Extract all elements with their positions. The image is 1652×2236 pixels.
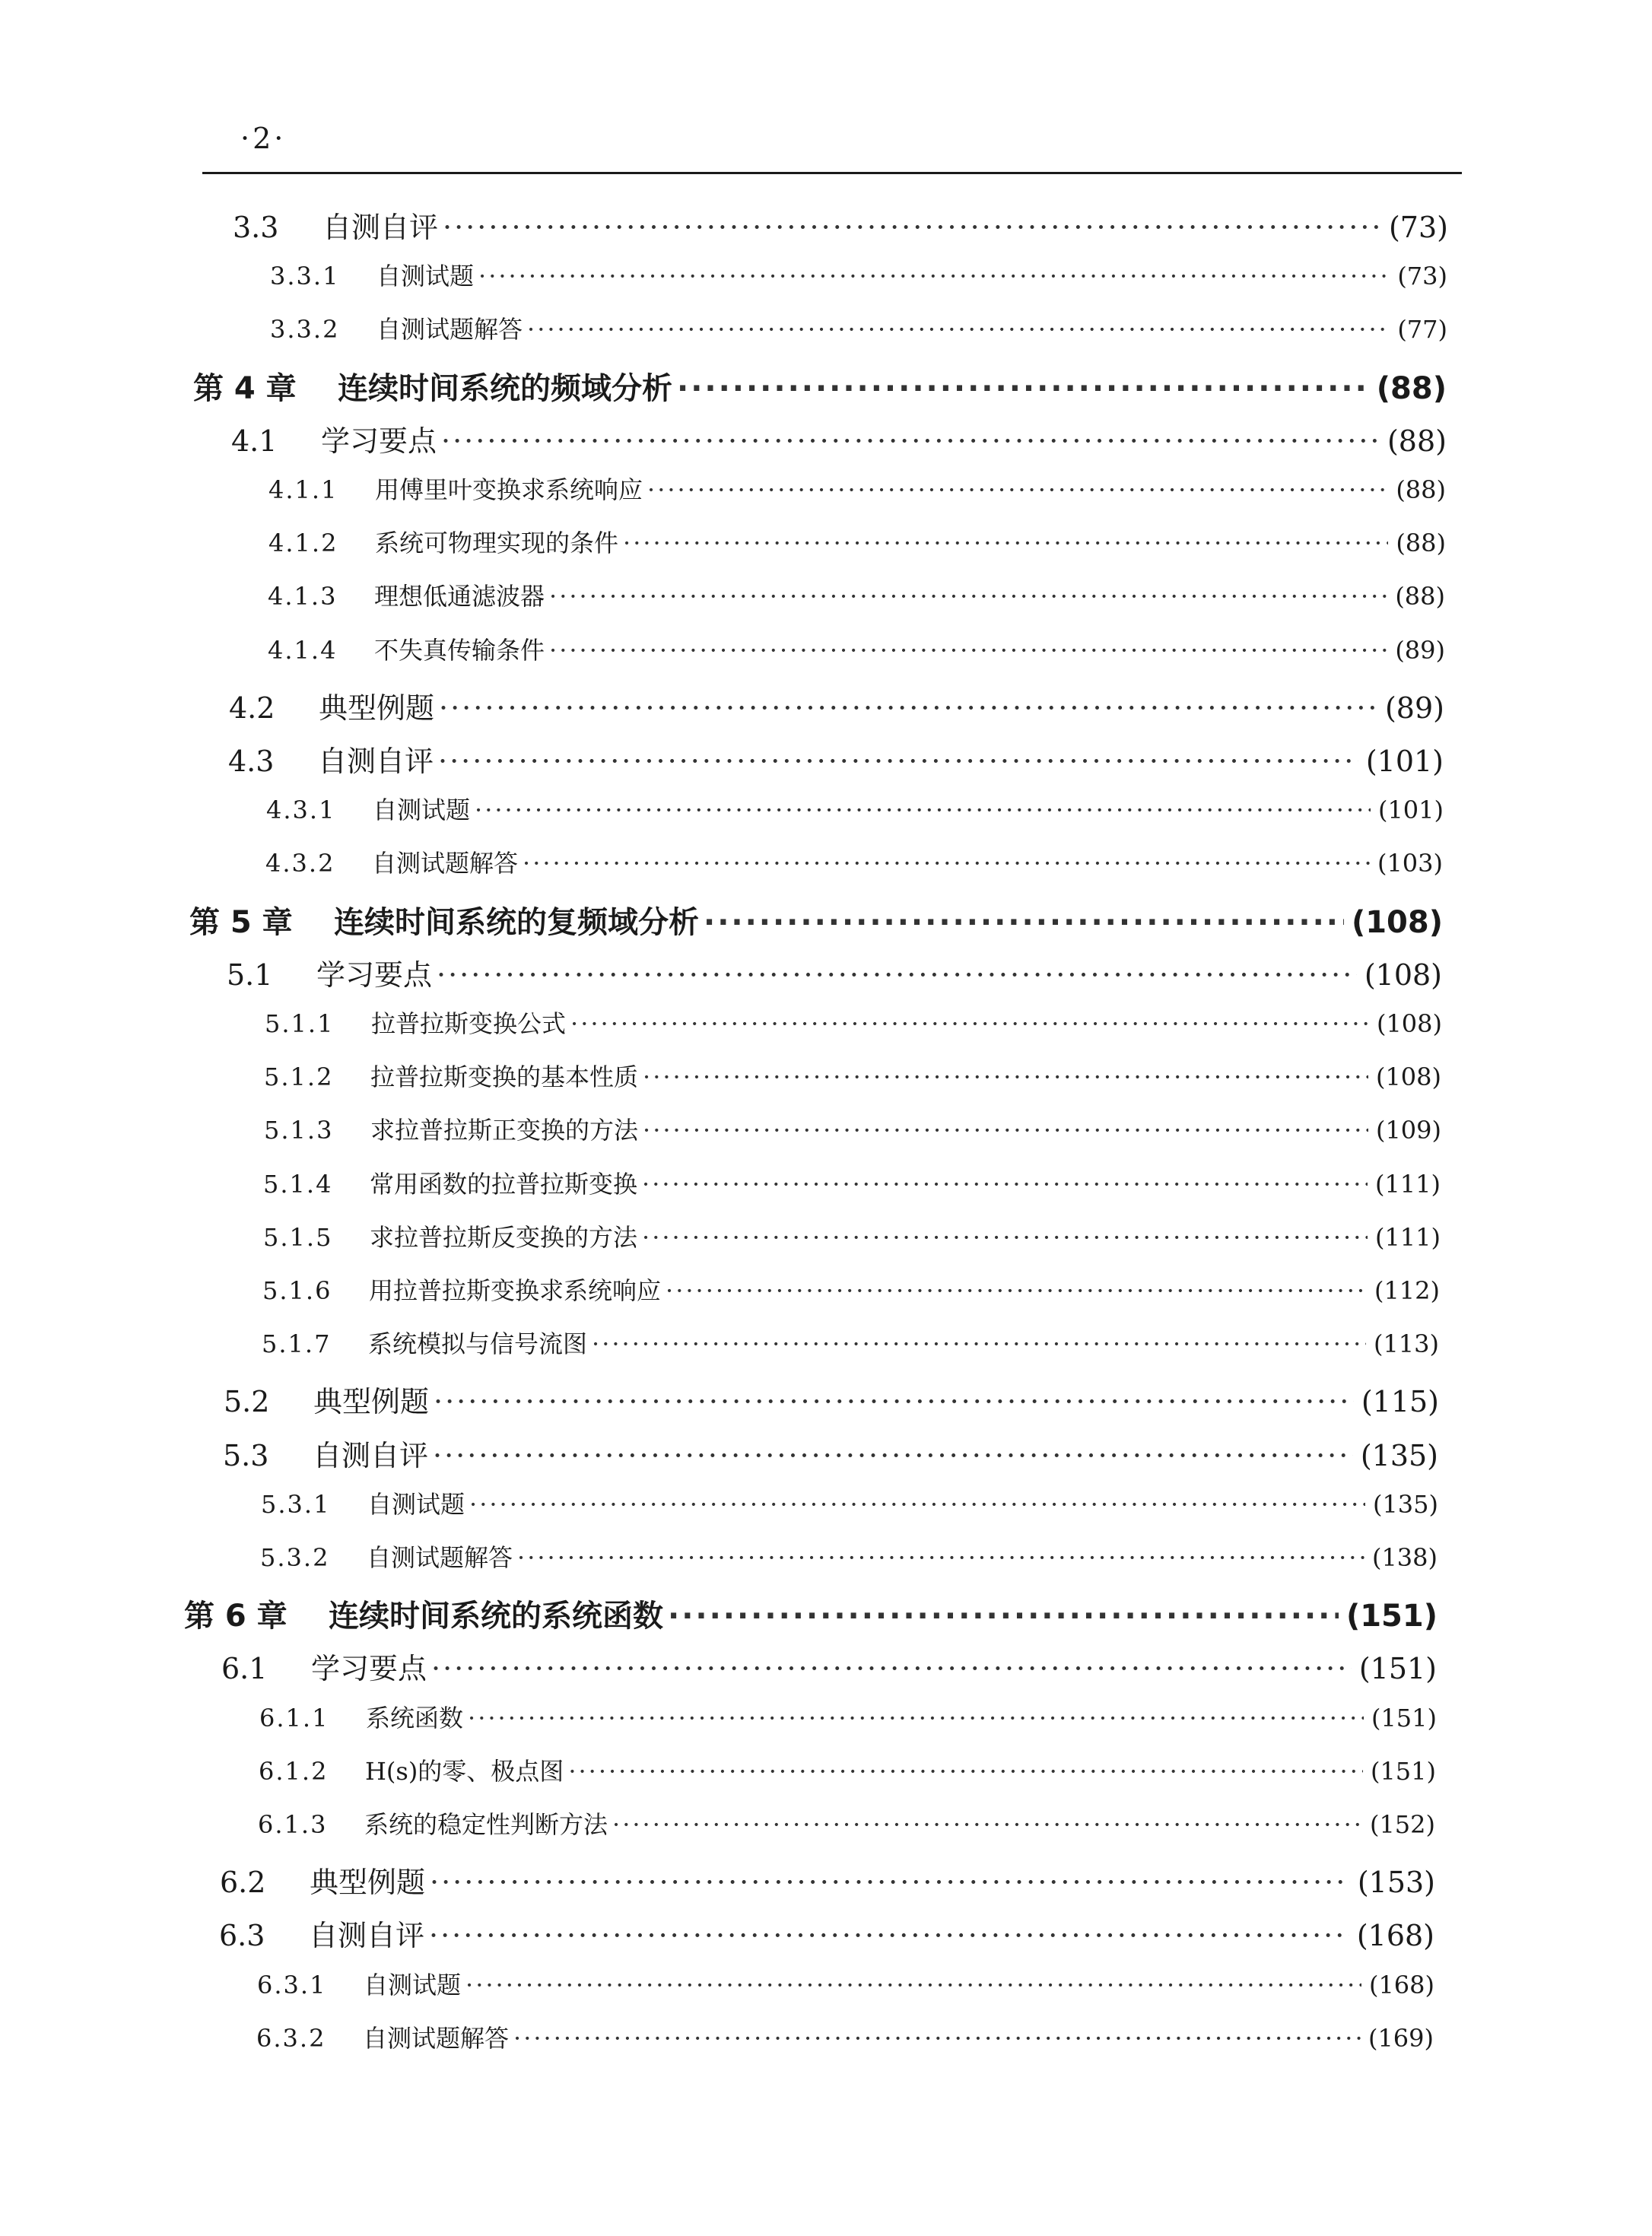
toc-dot-leader bbox=[517, 1543, 1364, 1572]
toc-number: 第 5 章 bbox=[189, 904, 293, 940]
toc-page-number: (153) bbox=[1357, 1866, 1435, 1900]
toc-title: 用傅里叶变换求系统响应 bbox=[375, 475, 643, 504]
toc-subsection-row bbox=[268, 524, 1446, 559]
toc-page-number: (108) bbox=[1351, 904, 1443, 940]
toc-title: 系统模拟与信号流图 bbox=[368, 1329, 588, 1359]
toc-page-number: (168) bbox=[1356, 1919, 1434, 1953]
toc-section-row bbox=[231, 418, 1447, 459]
toc-number: 3.3.1 bbox=[270, 262, 340, 291]
toc-title: 典型例题 bbox=[319, 691, 435, 725]
toc-dot-leader bbox=[513, 2024, 1361, 2053]
toc-subsection-row bbox=[257, 1966, 1434, 2001]
toc-number: 5.1.1 bbox=[265, 1009, 335, 1038]
toc-dot-leader bbox=[523, 849, 1370, 878]
toc-dot-leader bbox=[437, 958, 1357, 992]
toc-number: 5.1.2 bbox=[264, 1062, 334, 1092]
toc-number: 6.1 bbox=[221, 1652, 268, 1686]
toc-page-number: (151) bbox=[1371, 1703, 1437, 1733]
toc-dot-leader bbox=[623, 529, 1388, 557]
toc-title: 学习要点 bbox=[321, 424, 437, 458]
toc-dot-leader bbox=[570, 1009, 1369, 1038]
toc-dot-leader bbox=[441, 424, 1380, 458]
toc-dot-leader bbox=[527, 315, 1390, 344]
toc-title: 自测试题 bbox=[373, 796, 471, 825]
toc-section-row bbox=[229, 684, 1444, 726]
toc-dot-leader bbox=[549, 636, 1387, 665]
toc-page-number: (73) bbox=[1388, 211, 1448, 244]
toc-subsection-row bbox=[265, 1005, 1442, 1040]
toc-page-number: (88) bbox=[1395, 582, 1445, 611]
toc-number: 5.1.3 bbox=[264, 1116, 334, 1145]
toc-dot-leader bbox=[429, 1919, 1349, 1952]
toc-page-number: (151) bbox=[1370, 1756, 1436, 1786]
toc-number: 4.3.2 bbox=[265, 849, 335, 878]
toc-dot-leader bbox=[704, 905, 1344, 940]
toc-subsection-row bbox=[262, 1325, 1439, 1360]
toc-title: 自测试题 bbox=[376, 262, 475, 291]
toc-number: 3.3.2 bbox=[270, 315, 340, 345]
toc-subsection-row bbox=[256, 2019, 1434, 2054]
toc-number: 5.1.7 bbox=[262, 1329, 332, 1359]
toc-title: 连续时间系统的复频域分析 bbox=[334, 904, 699, 940]
toc-number: 4.1.4 bbox=[268, 635, 338, 665]
toc-dot-leader bbox=[438, 745, 1358, 778]
toc-number: 第 4 章 bbox=[193, 370, 297, 406]
toc-section-row bbox=[224, 1378, 1439, 1420]
toc-title: 学习要点 bbox=[316, 958, 433, 992]
toc-title: 典型例题 bbox=[310, 1866, 426, 1900]
toc-page-number: (135) bbox=[1372, 1489, 1438, 1519]
toc-number: 5.1.5 bbox=[263, 1222, 333, 1252]
toc-title: 典型例题 bbox=[313, 1385, 430, 1419]
toc-page-number: (111) bbox=[1374, 1222, 1441, 1252]
toc-number: 6.3.1 bbox=[257, 1970, 327, 1999]
toc-title: 自测自评 bbox=[318, 745, 434, 778]
toc-subsection-row bbox=[268, 631, 1445, 666]
toc-section-row bbox=[221, 1645, 1437, 1687]
toc-title: 系统的稳定性判断方法 bbox=[364, 1810, 608, 1839]
toc-section-row bbox=[219, 1912, 1434, 1954]
toc-dot-leader bbox=[465, 1971, 1361, 1999]
toc-page-number: (109) bbox=[1375, 1116, 1441, 1145]
toc-number: 第 6 章 bbox=[184, 1599, 288, 1634]
toc-number: 6.1.2 bbox=[259, 1756, 329, 1786]
toc-title: 理想低通滤波器 bbox=[374, 582, 545, 611]
toc-page-number: (73) bbox=[1397, 262, 1447, 291]
toc-subsection-row bbox=[258, 1806, 1435, 1841]
toc-subsection-row bbox=[266, 791, 1444, 826]
toc-page-number: (138) bbox=[1371, 1543, 1438, 1572]
toc-subsection-row bbox=[268, 471, 1446, 506]
toc-number: 6.3 bbox=[219, 1919, 265, 1953]
header-rule bbox=[202, 172, 1462, 174]
toc-title: 自测试题解答 bbox=[372, 849, 519, 878]
toc-number: 4.3 bbox=[228, 745, 275, 778]
toc-number: 6.1.1 bbox=[259, 1703, 329, 1733]
toc-page-number: (89) bbox=[1384, 691, 1444, 725]
toc-number: 5.1 bbox=[227, 958, 273, 992]
toc-dot-leader bbox=[647, 475, 1388, 504]
toc-section-row bbox=[220, 1859, 1435, 1901]
toc-subsection-row bbox=[268, 577, 1445, 612]
toc-dot-leader bbox=[666, 1276, 1367, 1305]
toc-page-number: (77) bbox=[1397, 315, 1447, 345]
toc-title: 自测自评 bbox=[322, 211, 439, 244]
toc-number: 4.3.1 bbox=[266, 796, 336, 825]
toc-number: 4.1.1 bbox=[268, 475, 338, 504]
toc-section-row bbox=[233, 204, 1448, 246]
toc-dot-leader bbox=[568, 1757, 1363, 1786]
toc-page-number: (151) bbox=[1345, 1599, 1438, 1634]
toc-page-number: (111) bbox=[1374, 1169, 1441, 1199]
toc-page-number: (115) bbox=[1361, 1385, 1439, 1419]
toc-dot-leader bbox=[677, 371, 1369, 406]
toc-title: 自测试题 bbox=[367, 1489, 465, 1519]
toc-page-number: (88) bbox=[1376, 370, 1447, 406]
toc-subsection-row bbox=[265, 844, 1443, 879]
toc-dot-leader bbox=[642, 1223, 1368, 1252]
toc-title: 求拉普拉斯正变换的方法 bbox=[370, 1116, 639, 1145]
toc-page-number: (88) bbox=[1396, 529, 1446, 558]
toc-dot-leader bbox=[592, 1329, 1366, 1358]
page-number: ·2· bbox=[240, 122, 287, 155]
toc-title: 常用函数的拉普拉斯变换 bbox=[370, 1169, 638, 1199]
toc-page-number: (88) bbox=[1387, 424, 1447, 458]
toc-subsection-row bbox=[264, 1058, 1441, 1093]
toc-title: 系统可物理实现的条件 bbox=[375, 529, 619, 558]
toc-title: 自测试题解答 bbox=[367, 1543, 513, 1572]
toc-page-number: (112) bbox=[1374, 1276, 1440, 1305]
toc-dot-leader bbox=[478, 262, 1390, 291]
toc-chapter-row bbox=[184, 1592, 1438, 1635]
toc-chapter-row bbox=[193, 364, 1447, 408]
toc-title: 拉普拉斯变换公式 bbox=[371, 1009, 567, 1038]
toc-subsection-row bbox=[264, 1111, 1441, 1146]
toc-number: 6.2 bbox=[220, 1866, 266, 1900]
toc-number: 5.3.1 bbox=[261, 1489, 331, 1519]
toc-number: 5.2 bbox=[224, 1385, 270, 1419]
toc-dot-leader bbox=[434, 1385, 1354, 1418]
toc-number: 4.1.3 bbox=[268, 582, 338, 611]
toc-number: 6.3.2 bbox=[256, 2023, 326, 2053]
toc-number: 6.1.3 bbox=[258, 1810, 328, 1839]
toc-title: 求拉普拉斯反变换的方法 bbox=[370, 1222, 638, 1252]
toc-subsection-row bbox=[270, 257, 1447, 292]
toc-page-number: (135) bbox=[1360, 1438, 1438, 1472]
toc-dot-leader bbox=[439, 691, 1377, 725]
toc-title: 不失真传输条件 bbox=[374, 635, 545, 665]
toc-subsection-row bbox=[263, 1218, 1441, 1253]
toc-number: 4.2 bbox=[229, 691, 275, 725]
toc-subsection-row bbox=[270, 310, 1447, 345]
toc-page-number: (108) bbox=[1376, 1009, 1442, 1038]
toc-title: 系统函数 bbox=[366, 1703, 464, 1733]
toc-page-number: (108) bbox=[1375, 1062, 1441, 1092]
toc-dot-leader bbox=[668, 1599, 1339, 1634]
toc-page-number: (101) bbox=[1365, 745, 1444, 778]
toc-number: 5.1.6 bbox=[262, 1276, 332, 1305]
toc-title: 自测自评 bbox=[313, 1438, 429, 1472]
toc-dot-leader bbox=[433, 1439, 1353, 1472]
toc-title: 连续时间系统的频域分析 bbox=[338, 370, 672, 406]
toc-title: 用拉普拉斯变换求系统响应 bbox=[369, 1276, 662, 1305]
toc-dot-leader bbox=[469, 1490, 1365, 1519]
toc-page-number: (101) bbox=[1377, 796, 1444, 825]
toc-title: 学习要点 bbox=[311, 1652, 427, 1686]
toc-page-number: (168) bbox=[1368, 1970, 1434, 1999]
toc-number: 4.1 bbox=[231, 424, 278, 458]
toc-title: 自测自评 bbox=[309, 1919, 425, 1953]
toc-subsection-row bbox=[259, 1699, 1437, 1734]
toc-page-number: (88) bbox=[1396, 475, 1446, 504]
toc-dot-leader bbox=[643, 1062, 1368, 1091]
toc-subsection-row bbox=[262, 1272, 1440, 1307]
toc-dot-leader bbox=[475, 796, 1371, 824]
toc-page-number: (113) bbox=[1373, 1329, 1439, 1359]
toc-dot-leader bbox=[431, 1652, 1352, 1685]
toc-title: 自测试题解答 bbox=[376, 315, 523, 345]
toc-page-number: (108) bbox=[1364, 958, 1442, 992]
toc-title: H(s)的零、极点图 bbox=[365, 1756, 564, 1786]
toc-subsection-row bbox=[259, 1752, 1436, 1787]
toc-dot-leader bbox=[430, 1866, 1350, 1899]
toc-dot-leader bbox=[643, 1116, 1368, 1145]
toc-page-number: (103) bbox=[1377, 849, 1443, 878]
toc-subsection-row bbox=[260, 1539, 1438, 1574]
toc-page-number: (152) bbox=[1369, 1810, 1435, 1839]
toc-page-number: (169) bbox=[1368, 2023, 1434, 2053]
toc-page-number: (89) bbox=[1395, 635, 1445, 665]
toc-number: 5.1.4 bbox=[263, 1169, 333, 1199]
toc-section-row bbox=[223, 1432, 1438, 1474]
toc-number: 3.3 bbox=[233, 211, 279, 244]
toc-number: 4.1.2 bbox=[268, 529, 338, 558]
toc-title: 自测试题解答 bbox=[363, 2023, 510, 2053]
toc-title: 连续时间系统的系统函数 bbox=[329, 1599, 663, 1634]
toc-number: 5.3 bbox=[223, 1438, 269, 1472]
toc-dot-leader bbox=[549, 582, 1387, 611]
toc-page-number: (151) bbox=[1358, 1652, 1437, 1686]
toc-subsection-row bbox=[263, 1165, 1441, 1200]
toc-dot-leader bbox=[443, 211, 1381, 244]
toc-title: 拉普拉斯变换的基本性质 bbox=[370, 1062, 639, 1092]
toc-dot-leader bbox=[642, 1170, 1368, 1199]
toc-dot-leader bbox=[468, 1704, 1364, 1733]
toc-title: 自测试题 bbox=[364, 1970, 462, 1999]
toc-subsection-row bbox=[261, 1485, 1438, 1520]
toc-section-row bbox=[228, 738, 1444, 780]
toc-number: 5.3.2 bbox=[260, 1543, 330, 1572]
toc-section-row bbox=[227, 951, 1442, 993]
toc-chapter-row bbox=[189, 898, 1443, 942]
toc-dot-leader bbox=[612, 1810, 1362, 1839]
